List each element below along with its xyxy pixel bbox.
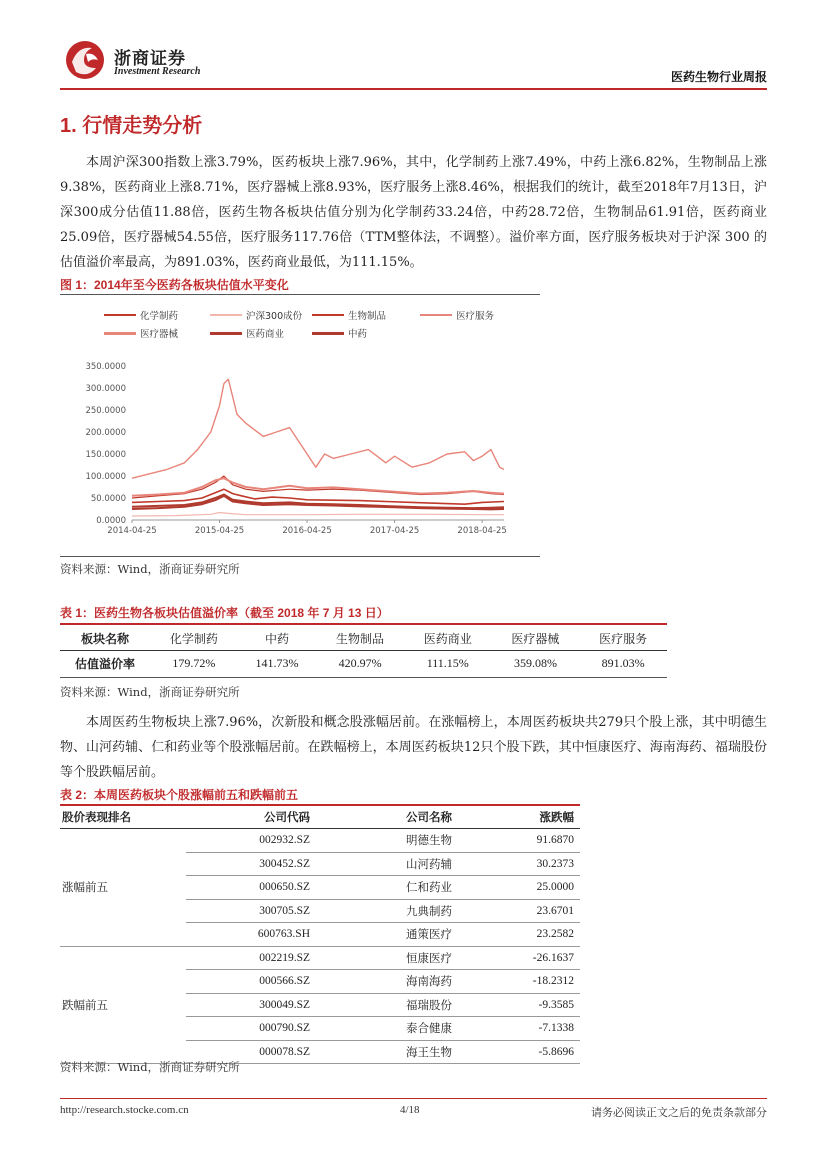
legend-label-commerce: 医药商业 (246, 329, 285, 340)
header-rule (60, 88, 767, 90)
table2-header: 公司代码 (186, 806, 316, 829)
x-tick-label: 2016-04-25 (282, 526, 332, 536)
table1-source: 资料来源：Wind，浙商证券研究所 (60, 685, 240, 699)
x-tick-label: 2018-04-25 (457, 526, 507, 536)
table2-caption: 表 2：本周医药板块个股涨幅前五和跌幅前五 (60, 788, 299, 802)
stock-name: 泰合健康 (316, 1017, 458, 1041)
stock-name: 福瑞股份 (316, 993, 458, 1017)
table2-header: 涨跌幅 (458, 806, 580, 829)
stock-change: 25.0000 (458, 876, 580, 900)
legend-label-tcm: 中药 (348, 329, 368, 340)
x-tick-label: 2014-04-25 (107, 526, 157, 536)
table1-header: 医药商业 (423, 631, 472, 646)
y-tick-label: 100.0000 (85, 472, 126, 482)
legend-swatch-chem (104, 314, 136, 316)
stock-name: 恒康医疗 (316, 946, 458, 970)
stock-change: 23.6701 (458, 899, 580, 923)
legend-swatch-service (420, 314, 452, 316)
table1-header: 医疗器械 (511, 631, 560, 646)
table1-header: 化学制药 (169, 631, 218, 646)
stock-name: 通策医疗 (316, 923, 458, 947)
stock-name: 海南海药 (316, 970, 458, 994)
report-type: 医药生物行业周报 (670, 70, 767, 84)
footer-url[interactable]: http://research.stocke.com.cn (60, 1104, 189, 1116)
table2-header-row (60, 806, 580, 829)
brand-name-en: Investment Research (114, 66, 201, 77)
y-tick-label: 350.0000 (85, 362, 126, 372)
table1-header: 中药 (264, 631, 289, 646)
body-paragraph-1: 本周沪深300指数上涨3.79%，医药板块上涨7.96%，其中，化学制药上涨7.49%，中药上涨6.82%，生物制品上涨9.38%，医药商业上涨8.71%，医疗器械上涨8.93%，医疗服务上涨8.46%，根据我们的统计，截至2018年7月13日，沪深300成分估值11.88倍，医药生物各板块估值分别为化学制药33.24倍，中药28.72倍，生物制品61.91倍，医药商业25.09倍，医疗器械54.55倍，医疗服务117.76倍（TTM整体法，不调整）。溢价率方面，医疗服务板块对于沪深 300 的估值溢价率最高，为891.03%，医药商业最低，为111.15%。 (60, 155, 767, 270)
section-title: 1. 行情走势分析 (60, 115, 203, 137)
table1-top-rule (60, 623, 667, 625)
figure-source: 资料来源：Wind，浙商证券研究所 (60, 562, 240, 576)
page-number: 4/18 (400, 1104, 420, 1116)
table1-header: 板块名称 (80, 631, 129, 646)
footer-disclaimer: 请务必阅读正文之后的免责条款部分 (591, 1106, 767, 1119)
y-tick-label: 300.0000 (85, 384, 126, 394)
stock-code: 000078.SZ (186, 1040, 316, 1064)
stock-code: 000790.SZ (186, 1017, 316, 1041)
y-tick-label: 0.0000 (96, 516, 126, 526)
legend-swatch-hs300 (210, 314, 242, 316)
valuation-line-chart (60, 350, 540, 550)
legend-swatch-bio (312, 314, 344, 316)
table1-header: 医疗服务 (599, 631, 648, 646)
table1-cell: 359.08% (513, 655, 557, 670)
table1-bottom-rule (60, 677, 667, 678)
stock-change: 30.2373 (458, 852, 580, 876)
figure-bottom-rule (60, 556, 540, 557)
legend-swatch-device (104, 332, 136, 335)
table1-header: 生物制品 (336, 631, 385, 646)
y-tick-label: 50.0000 (90, 494, 126, 504)
body-paragraph-2: 本周医药生物板块上涨7.96%，次新股和概念股涨幅居前。在涨幅榜上，本周医药板块共279只个股上涨，其中明德生物、山河药辅、仁和药业等个股涨幅居前。在跌幅榜上，本周医药板块12只个股下跌，其中恒康医疗、海南海药、福瑞股份等个股跌幅居前。 (60, 715, 767, 780)
valuation-premium-table (60, 626, 667, 675)
brand-logo (62, 38, 108, 82)
legend-swatch-tcm (312, 332, 344, 335)
table1-cell: 141.73% (255, 655, 299, 670)
stock-change: 23.2582 (458, 923, 580, 947)
stock-change: -7.1338 (458, 1017, 580, 1041)
top-movers-table (60, 806, 580, 1064)
logo-mark-icon (62, 38, 108, 82)
legend-label-chem: 化学制药 (140, 311, 179, 322)
stock-code: 002219.SZ (186, 946, 316, 970)
stock-change: 91.6870 (458, 829, 580, 853)
table1-cell: 估值溢价率 (74, 656, 135, 671)
table2-header: 股价表现排名 (60, 806, 186, 829)
chart-legend (60, 300, 540, 344)
stock-code: 300452.SZ (186, 852, 316, 876)
table-row (60, 829, 580, 853)
table2-source: 资料来源：Wind，浙商证券研究所 (60, 1060, 240, 1074)
stock-code: 300705.SZ (186, 899, 316, 923)
stock-code: 600763.SH (186, 923, 316, 947)
y-tick-label: 200.0000 (85, 428, 126, 438)
table1-header-row (60, 626, 667, 651)
stock-code: 000650.SZ (186, 876, 316, 900)
table1-cell: 420.97% (338, 655, 382, 670)
footer-rule (60, 1098, 767, 1099)
y-tick-label: 250.0000 (85, 406, 126, 416)
stock-change: -9.3585 (458, 993, 580, 1017)
table-row (60, 946, 580, 970)
stock-change: -26.1637 (458, 946, 580, 970)
series-line-1 (132, 513, 504, 517)
stock-name: 明德生物 (316, 829, 458, 853)
brand-name-cn: 浙商证券 (114, 49, 186, 68)
group-label-up: 涨幅前五 (60, 829, 186, 947)
legend-label-service: 医疗服务 (456, 311, 495, 322)
table1-cell: 111.15% (426, 655, 469, 670)
stock-name: 九典制药 (316, 899, 458, 923)
stock-change: -18.2312 (458, 970, 580, 994)
stock-name: 仁和药业 (316, 876, 458, 900)
stock-name: 海王生物 (316, 1040, 458, 1064)
table1-value-row (60, 651, 667, 676)
x-tick-label: 2015-04-25 (194, 526, 245, 536)
stock-code: 300049.SZ (186, 993, 316, 1017)
table1-cell: 891.03% (601, 655, 645, 670)
table1-cell: 179.72% (172, 655, 216, 670)
stock-code: 002932.SZ (186, 829, 316, 853)
figure-top-rule (60, 294, 540, 295)
legend-label-hs300: 沪深300成份 (246, 311, 303, 322)
table1-caption: 表 1：医药生物各板块估值溢价率（截至 2018 年 7 月 13 日） (60, 606, 389, 620)
legend-label-bio: 生物制品 (348, 311, 387, 322)
y-tick-label: 150.0000 (85, 450, 126, 460)
stock-code: 000566.SZ (186, 970, 316, 994)
table2-header: 公司名称 (316, 806, 458, 829)
group-label-down: 跌幅前五 (60, 946, 186, 1064)
legend-label-device: 医疗器械 (140, 329, 179, 340)
x-tick-label: 2017-04-25 (369, 526, 420, 536)
stock-name: 山河药辅 (316, 852, 458, 876)
figure-caption: 图 1：2014年至今医药各板块估值水平变化 (60, 278, 289, 292)
series-line-3 (132, 379, 504, 478)
stock-change: -5.8696 (458, 1040, 580, 1064)
legend-swatch-commerce (210, 332, 242, 335)
